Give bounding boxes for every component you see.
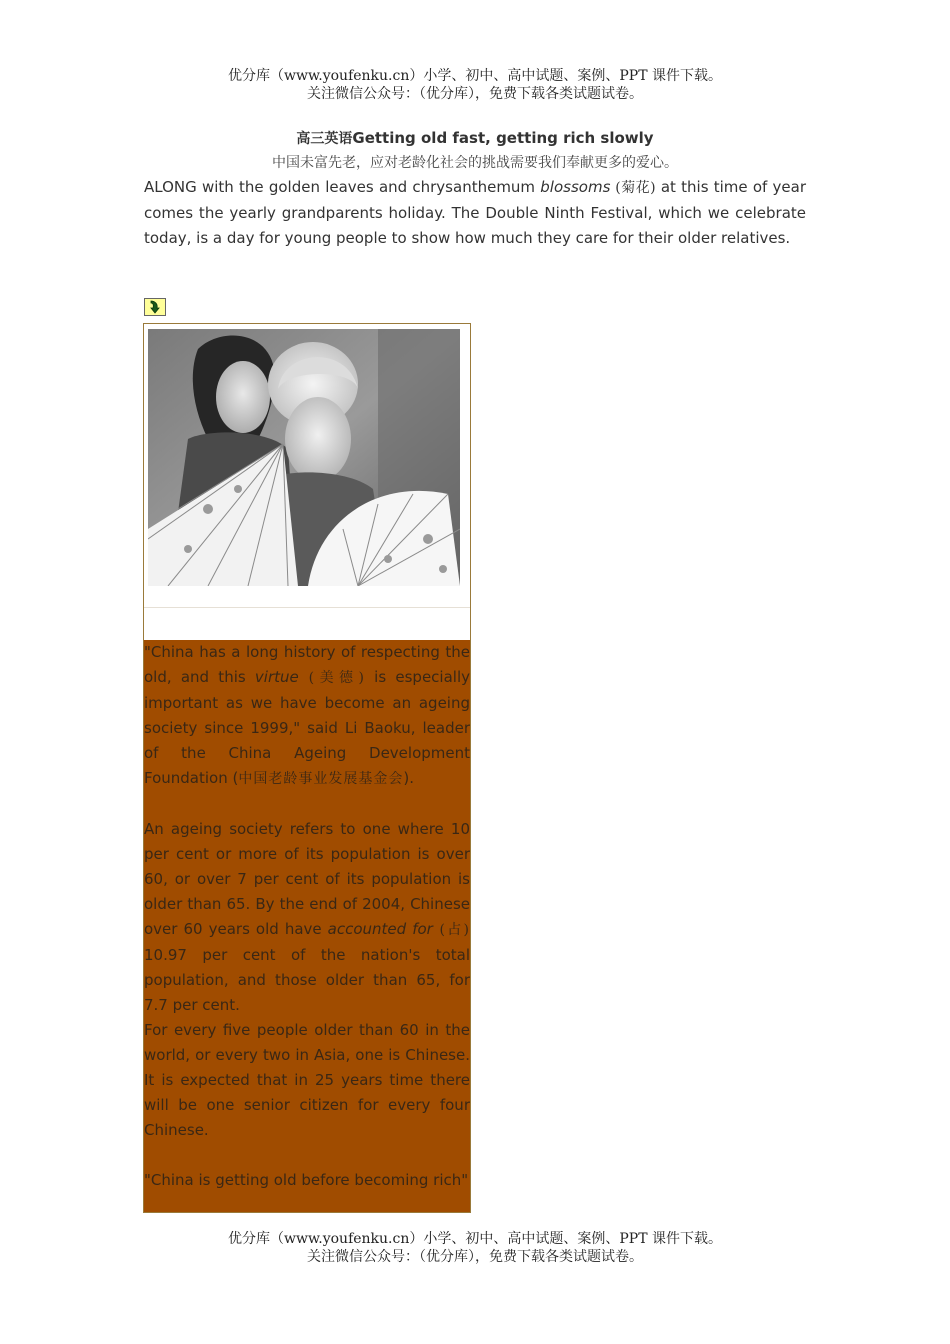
sidebar-box	[143, 323, 471, 1213]
sidebar-paragraph-3: For every five people older than 60 in the world, or every two in Asia, one is Chinese. It is expected that in 25 years time there will be one senior citizen for every four Chinese.	[144, 1021, 470, 1139]
intro-paragraph	[144, 175, 806, 251]
p1-text-a: "China has a long history of respecting the old, and this	[144, 643, 470, 686]
p1-gloss: (美德)	[298, 670, 365, 686]
article-title	[0, 128, 950, 148]
article-subtitle: 中国未富先老，应对老龄化社会的挑战需要我们奉献更多的爱心。	[272, 155, 678, 171]
sidebar-paragraph-1	[144, 640, 470, 792]
site-footer-line1: 优分库（www.youfenku.cn）小学、初中、高中试题、案例、PPT 课件下载。	[227, 1231, 722, 1247]
p1-text-b: is especially important as we have become an ageing society since 1999," said Li Baoku, leader of the China Ageing Development Foundation (	[144, 668, 471, 787]
p2-text-a: An ageing society refers to one where 10 per cent or more of its population is over 60, or over 7 per cent of its population is older than 65. By the end of 2004, Chinese over 60 years old have	[144, 820, 470, 938]
arrow-toggle-icon[interactable]	[144, 298, 166, 316]
intro-text-a: ALONG with the golden leaves and chrysanthemum	[144, 178, 541, 196]
p1-gloss-2: 中国老龄事业发展基金会	[238, 771, 404, 787]
p1-text-c: ).	[403, 769, 414, 787]
sidebar-paragraph-4: "China is getting old before becoming rich"	[144, 1171, 469, 1189]
title-text: Getting old fast, getting rich slowly	[352, 129, 654, 147]
site-header	[0, 67, 950, 103]
photo-women-umbrellas	[148, 329, 460, 586]
site-header-line1: 优分库（www.youfenku.cn）小学、初中、高中试题、案例、PPT 课件下载。	[227, 68, 722, 84]
title-prefix: 高三英语	[296, 131, 353, 147]
site-header-line2: 关注微信公众号：（优分库），免费下载各类试题试卷。	[307, 86, 643, 102]
sidebar-text-panel	[144, 640, 470, 1213]
intro-gloss: (菊花)	[610, 180, 656, 196]
p2-gloss: (占)	[432, 922, 470, 938]
intro-text-b: at this time of year comes the yearly grandparents holiday. The Double Ninth Festival, which we celebrate today, is a day for young people to show how much they care for their older relatives.	[144, 178, 806, 247]
site-footer	[0, 1230, 950, 1266]
p1-emphasis: virtue	[254, 668, 299, 686]
p2-text-b: 10.97 per cent of the nation's total population, and those older than 65, for 7.7 per cent.	[144, 946, 470, 1014]
intro-emphasis: blossoms	[540, 178, 611, 196]
photo-divider	[144, 607, 470, 608]
site-footer-line2: 关注微信公众号：（优分库），免费下载各类试题试卷。	[307, 1249, 643, 1265]
p2-emphasis: accounted for	[327, 920, 433, 938]
sidebar-paragraph-2	[144, 817, 470, 1018]
sidebar-article	[144, 640, 470, 1193]
